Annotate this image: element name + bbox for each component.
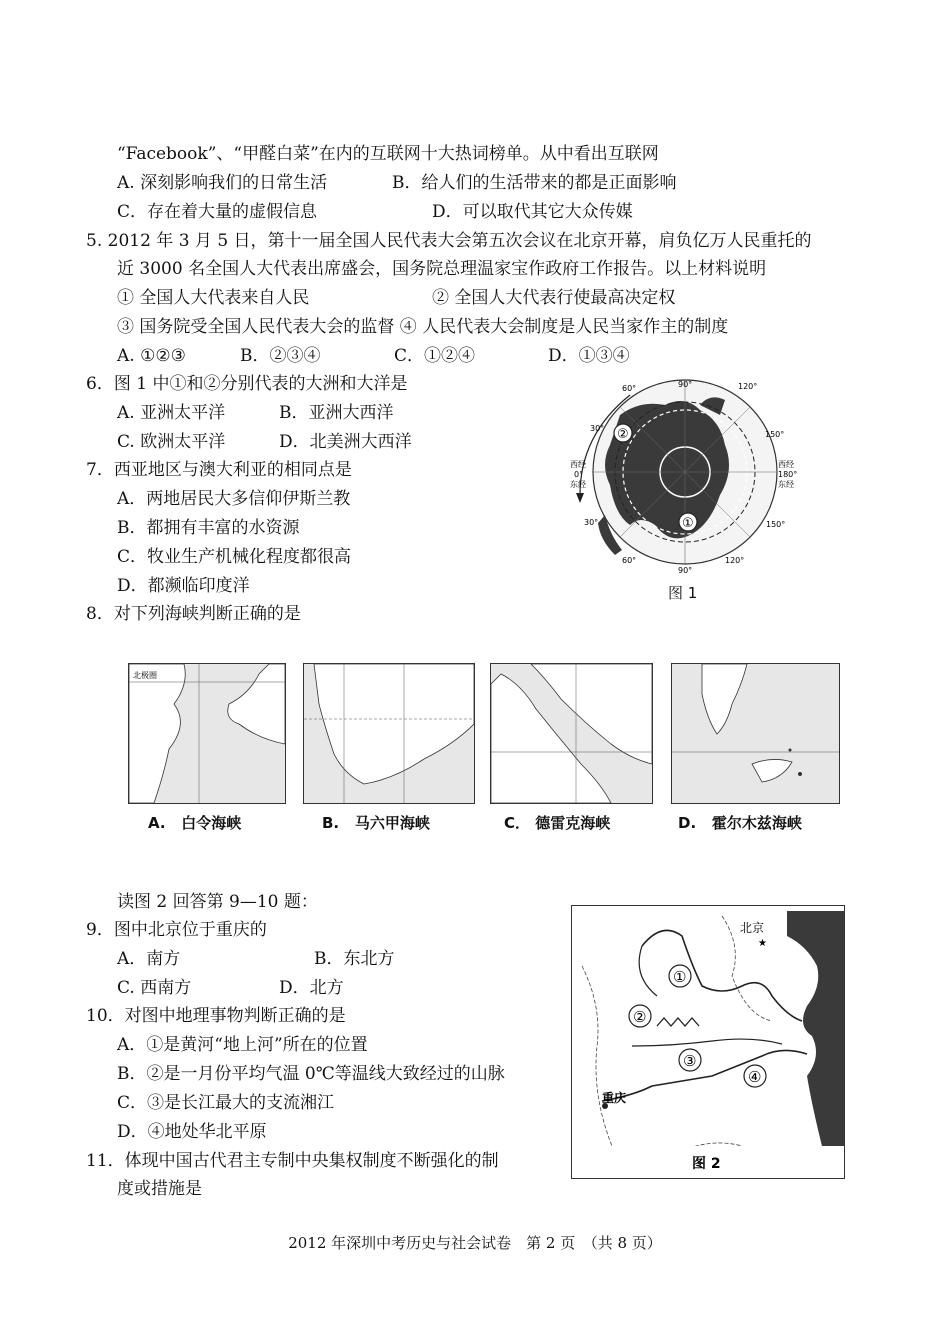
fig1-label-90: 90° [678,380,693,389]
q10-option-b[interactable]: B．②是一月份平均气温 0℃等温线大致经过的山脉 [117,1064,505,1084]
strait-caption-a [148,812,241,833]
strait-caption-c [504,812,610,833]
q6-stem: 6．图 1 中①和②分别代表的大洲和大洋是 [86,374,408,394]
strait-map-a-corner: 北极圈 [133,671,157,680]
q5-statement-3-4: ③ 国务院受全国人民代表大会的监督 ④ 人民代表大会制度是人民当家作主的制度 [117,317,729,337]
q9-option-d[interactable]: D．北方 [279,978,344,998]
q4-option-c[interactable]: C．存在着大量的虚假信息 [117,202,318,222]
strait-map-a-svg [129,664,285,803]
fig2-caption: 图 2 [692,1156,721,1172]
fig1-circle-1: ① [682,516,694,531]
polar-map-svg [560,375,800,605]
strait-caption-b [322,812,430,833]
q5-statement-2: ② 全国人大代表行使最高决定权 [432,288,676,308]
page-footer: 2012 年深圳中考历史与社会试卷 第 2 页 （共 8 页） [288,1234,662,1252]
q5-option-a[interactable]: A. ①②③ [117,346,186,366]
q5-option-d[interactable]: D．①③④ [548,346,630,366]
strait-map-d [671,663,840,804]
q9-option-b[interactable]: B．东北方 [314,949,395,969]
fig1-label-60b: 60° [622,556,637,565]
fig1-label-120: 120° [738,382,758,391]
strait-map-c [490,663,653,804]
q7-stem: 7．西亚地区与澳大利亚的相同点是 [86,460,352,480]
q10-option-d[interactable]: D．④地处华北平原 [117,1122,267,1142]
fig1-label-0: 0° [574,470,584,479]
q10-option-c[interactable]: C．③是长江最大的支流湘江 [117,1093,335,1113]
strait-b-name: 马六甲海峡 [354,814,430,832]
strait-map-b-svg [304,664,474,803]
fig1-label-30b: 30° [584,518,599,527]
fig1-label-120b: 120° [725,556,745,565]
strait-map-d-svg [672,664,839,803]
q7-option-a[interactable]: A．两地居民大多信仰伊斯兰教 [117,489,351,509]
q5-stem-line2: 近 3000 名全国人大代表出席盛会，国务院总理温家宝作政府工作报告。以上材料说明 [117,259,767,279]
fig1-label-east2: 东经 [778,480,794,489]
strait-map-a [128,663,286,804]
q4-option-d[interactable]: D．可以取代其它大众传媒 [432,202,633,222]
fig1-label-east: 东经 [570,480,586,489]
strait-b-letter: B. [322,814,340,832]
fig2-circle-3: ③ [683,1052,697,1070]
q4-option-a[interactable]: A. 深刻影响我们的日常生活 [117,173,328,193]
fig1-label-180: 180° [778,470,798,479]
strait-d-name: 霍尔木兹海峡 [711,814,802,832]
figure-2-china-map [571,905,845,1179]
q5-option-c[interactable]: C．①②④ [394,346,476,366]
fig1-circle-2: ② [617,427,629,442]
q7-option-b[interactable]: B．都拥有丰富的水资源 [117,518,300,538]
q7-option-c[interactable]: C．牧业生产机械化程度都很高 [117,547,352,567]
figure-1-polar-map [560,375,800,605]
fig1-label-west2: 西经 [778,460,794,469]
q9-stem: 9．图中北京位于重庆的 [86,920,267,940]
q9-10-intro: 读图 2 回答第 9—10 题： [117,892,318,912]
q10-stem: 10．对图中地理事物判断正确的是 [86,1006,346,1026]
q5-option-b[interactable]: B．②③④ [240,346,321,366]
strait-a-letter: A. [148,814,166,832]
q8-stem: 8．对下列海峡判断正确的是 [86,604,301,624]
q6-option-c[interactable]: C. 欧洲太平洋 [117,432,226,452]
q9-option-c[interactable]: C. 西南方 [117,978,192,998]
strait-c-letter: C． [504,814,531,832]
china-map-svg [572,906,844,1178]
fig2-circle-2: ② [633,1008,647,1026]
q11-stem-line2: 度或措施是 [117,1179,202,1199]
fig1-label-90b: 90° [678,566,693,575]
q4-continuation: “Facebook”、“甲醛白菜”在内的互联网十大热词榜单。从中看出互联网 [117,144,659,164]
strait-map-b [303,663,475,804]
fig2-chongqing-label: 重庆 [602,1091,627,1105]
beijing-star-icon: ★ [758,938,767,949]
strait-a-name: 白令海峡 [181,814,242,832]
fig1-label-west: 西经 [570,460,586,469]
q5-statement-1: ① 全国人大代表来自人民 [117,288,310,308]
fig1-label-150: 150° [765,430,785,439]
strait-map-c-svg [491,664,652,803]
q9-option-a[interactable]: A．南方 [117,949,181,969]
q7-option-d[interactable]: D．都濒临印度洋 [117,576,250,596]
fig1-label-30: 30° [590,424,605,433]
fig2-circle-4: ④ [748,1068,762,1086]
strait-caption-d [678,812,802,833]
fig1-label-60: 60° [622,384,637,393]
figure-1-caption: 图 1 [668,584,698,602]
fig2-circle-1: ① [673,968,687,986]
q6-option-d[interactable]: D．北美洲大西洋 [279,432,412,452]
fig2-beijing-label: 北京 [740,921,765,935]
strait-c-name: 德雷克海峡 [535,814,611,832]
q6-option-a[interactable]: A. 亚洲太平洋 [117,403,226,423]
fig1-label-150b: 150° [766,520,786,529]
q10-option-a[interactable]: A．①是黄河“地上河”所在的位置 [117,1035,368,1055]
q5-stem-line1: 5. 2012 年 3 月 5 日，第十一届全国人民代表大会第五次会议在北京开幕，肩负亿万人民重托的 [86,231,812,251]
q4-option-b[interactable]: B．给人们的生活带来的都是正面影响 [392,173,677,193]
q6-option-b[interactable]: B．亚洲大西洋 [279,403,394,423]
strait-d-letter: D. [678,814,697,832]
q11-stem-line1: 11．体现中国古代君主专制中央集权制度不断强化的制 [86,1151,499,1171]
